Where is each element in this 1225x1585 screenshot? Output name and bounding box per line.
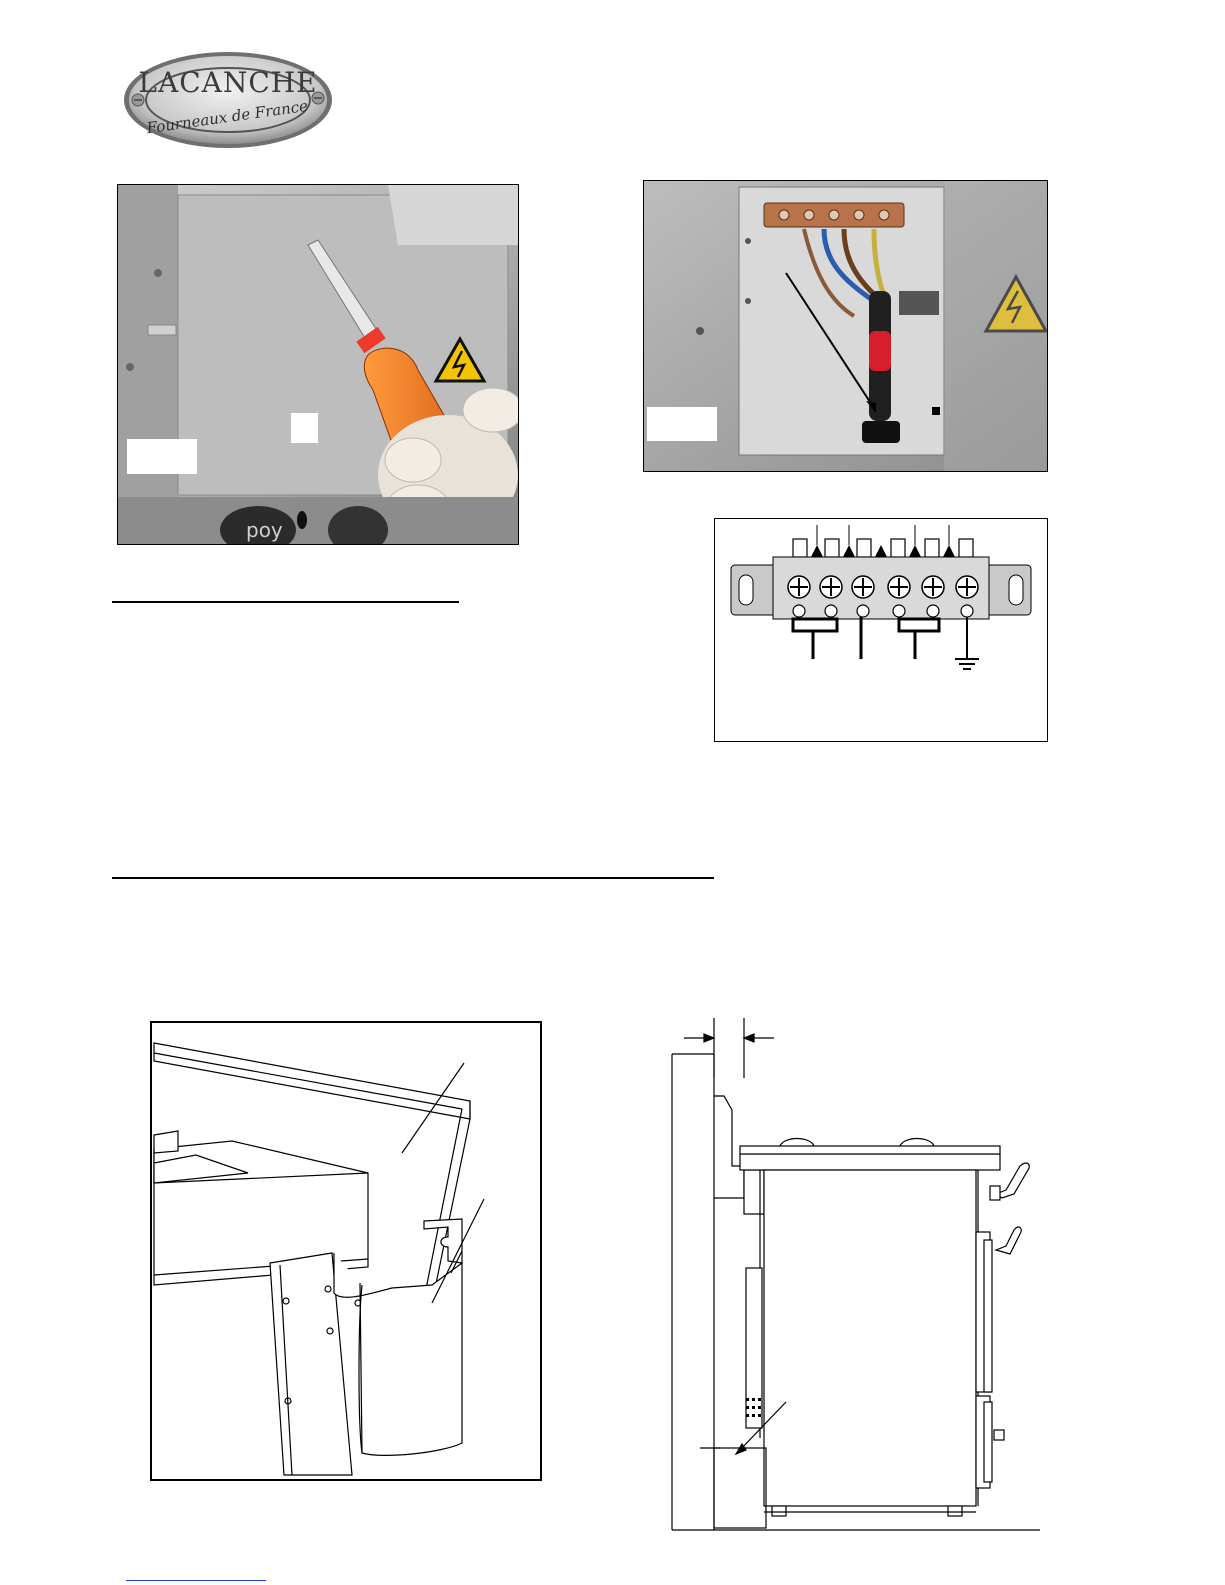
photo-caption-box (647, 407, 717, 441)
cover-removal-illustration (118, 185, 518, 544)
side-elevation-drawing (660, 1018, 1050, 1538)
earth-ground-icon (955, 617, 979, 669)
terminal-block-diagram (714, 518, 1048, 742)
lacanche-logo (122, 50, 334, 150)
logo-brand-text: LACANCHE (138, 66, 318, 99)
photo-caption-box (127, 439, 197, 474)
range-side-view-svg (660, 1018, 1050, 1538)
graffiti-text: poy (246, 518, 283, 542)
bracket-line-drawing (152, 1023, 540, 1479)
logo-tagline-text: Fourneaux de France (145, 96, 310, 138)
section-heading-rule (112, 601, 459, 603)
section-heading-rule (112, 877, 714, 879)
photo-label-box (291, 413, 318, 443)
bracket-installation-drawing (150, 1021, 542, 1481)
photo-terminal-wiring (643, 180, 1048, 472)
terminal-block-svg (715, 519, 1047, 741)
photo-cover-removal (117, 184, 519, 545)
footer-link-underline[interactable] (126, 1580, 266, 1581)
